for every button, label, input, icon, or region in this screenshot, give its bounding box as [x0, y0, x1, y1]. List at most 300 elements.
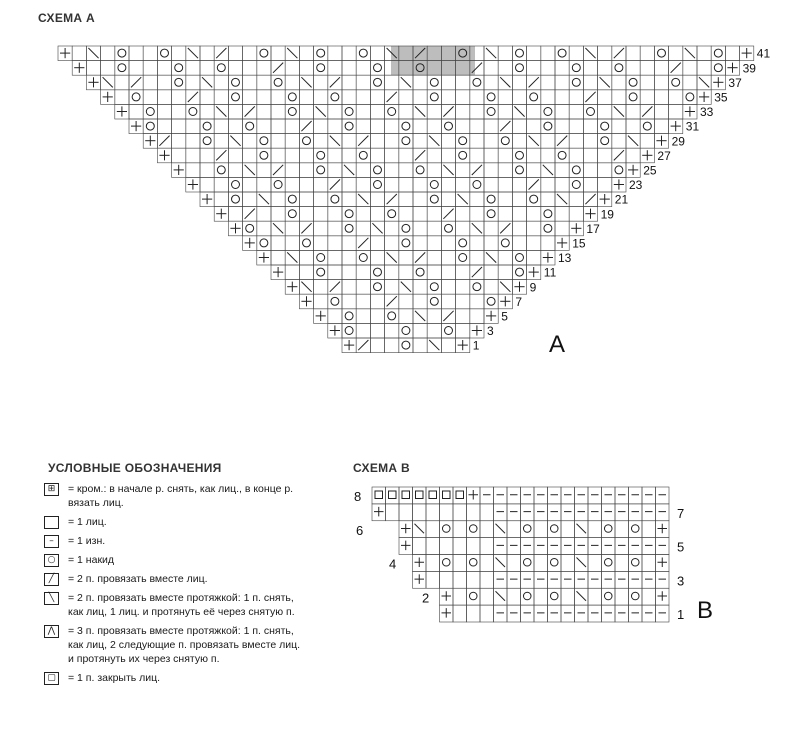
chart-cell: [314, 280, 328, 295]
yarn-over-icon: [345, 210, 353, 218]
k2tog-icon: [443, 209, 453, 219]
chart-cell: [498, 236, 512, 251]
yarn-over-icon: [615, 166, 623, 174]
chart-cell-b: [521, 571, 535, 588]
yarn-over-icon: [658, 49, 666, 57]
chart-cell: [399, 323, 413, 338]
chart-cell: [214, 134, 228, 149]
bind-off-icon: [416, 491, 424, 499]
chart-cell: [470, 148, 484, 163]
chart-cell: [342, 104, 356, 119]
yarn-over-icon: [317, 268, 325, 276]
sk2p-icon: ⋀: [44, 625, 59, 638]
chart-cell-b: [602, 605, 616, 622]
chart-cell: [583, 104, 597, 119]
row-number-a: 19: [600, 207, 614, 222]
chart-cell: [214, 192, 228, 207]
chart-cell: [271, 75, 285, 90]
chart-cell: [243, 221, 257, 236]
bind-off-icon: [456, 491, 464, 499]
yarn-over-icon: [501, 137, 509, 145]
chart-cell: [456, 104, 470, 119]
k2tog-icon: [557, 136, 567, 146]
chart-cell: [228, 90, 242, 105]
chart-cell-b: [480, 504, 494, 521]
chart-cell-b: [480, 487, 494, 504]
chart-cell: [399, 90, 413, 105]
yarn-over-icon: [459, 137, 467, 145]
yarn-over-icon: [374, 64, 382, 72]
chart-cell: [527, 163, 541, 178]
chart-cell: [498, 61, 512, 76]
chart-cell: [228, 61, 242, 76]
yarn-over-icon: [402, 224, 410, 232]
chart-cell-b: [426, 571, 440, 588]
yarn-over-icon: [161, 49, 169, 57]
chart-cell: [640, 75, 654, 90]
chart-cell-b: [426, 487, 440, 504]
yarn-over-icon: [601, 137, 609, 145]
chart-cell: [427, 221, 441, 236]
yarn-over-icon: [246, 224, 254, 232]
ssk-icon: [415, 524, 425, 534]
chart-cell: [172, 61, 186, 76]
chart-cell: [612, 61, 626, 76]
chart-cell-b: [467, 504, 481, 521]
scheme-a-label: A: [549, 331, 566, 358]
chart-cell-b: [548, 504, 562, 521]
chart-cell: [257, 119, 271, 134]
chart-cell-b: [534, 521, 548, 538]
chart-cell-b: [494, 504, 508, 521]
row-number-a: 23: [629, 178, 643, 193]
yarn-over-icon: [232, 93, 240, 101]
chart-cell: [143, 104, 157, 119]
legend-text: = 1 лиц.: [68, 516, 107, 528]
ssk-icon: [514, 106, 524, 116]
chart-cell: [441, 119, 455, 134]
chart-cell: [328, 148, 342, 163]
chart-cell: [299, 177, 313, 192]
chart-cell: [470, 192, 484, 207]
legend: [44, 482, 304, 690]
chart-cell: [399, 221, 413, 236]
yarn-over-icon: [317, 151, 325, 159]
chart-cell: [555, 61, 569, 76]
yarn-over-icon: [359, 151, 367, 159]
yarn-over-icon: [430, 93, 438, 101]
chart-cell: [541, 148, 555, 163]
yarn-over-icon: [459, 254, 467, 262]
chart-cell: [541, 221, 555, 236]
chart-cell: [172, 148, 186, 163]
k2tog-icon: [216, 150, 226, 160]
chart-cell: [385, 104, 399, 119]
chart-cell-b: [588, 521, 602, 538]
chart-cell-b: [602, 538, 616, 555]
yarn-over-icon: [402, 137, 410, 145]
k2tog-icon: [245, 209, 255, 219]
yarn-over-icon: [132, 93, 140, 101]
chart-cell: [541, 236, 555, 251]
chart-cell: [314, 192, 328, 207]
chart-cell: [484, 192, 498, 207]
chart-cell: [314, 221, 328, 236]
chart-cell: [441, 338, 455, 353]
chart-cell: [200, 90, 214, 105]
yarn-over-icon: [430, 297, 438, 305]
yarn-over-icon: [416, 166, 424, 174]
chart-cell: [299, 90, 313, 105]
chart-cell: [598, 177, 612, 192]
chart-cell: [498, 265, 512, 280]
chart-cell: [342, 119, 356, 134]
chart-cell: [271, 236, 285, 251]
scheme-b-label: B: [697, 597, 714, 624]
k2tog-icon: [671, 63, 681, 73]
chart-cell-b: [642, 538, 656, 555]
chart-cell: [385, 280, 399, 295]
chart-cell: [612, 134, 626, 149]
yarn-over-icon: [303, 137, 311, 145]
chart-cell: [172, 46, 186, 61]
chart-cell: [456, 250, 470, 265]
chart-cell: [299, 207, 313, 222]
ssk-icon: [577, 524, 587, 534]
chart-cell: [512, 148, 526, 163]
chart-cell: [370, 163, 384, 178]
yarn-over-icon: [246, 122, 254, 130]
yarn-over-icon: [445, 224, 453, 232]
chart-cell-b: [386, 504, 400, 521]
chart-cell: [555, 90, 569, 105]
chart-cell: [441, 90, 455, 105]
row-number-a: 3: [487, 324, 494, 339]
chart-cell-b: [399, 487, 413, 504]
chart-cell: [129, 90, 143, 105]
chart-cell: [228, 46, 242, 61]
chart-cell-b: [642, 504, 656, 521]
chart-cell: [257, 163, 271, 178]
chart-cell: [243, 46, 257, 61]
yarn-over-icon: [487, 297, 495, 305]
yarn-over-icon: [631, 558, 639, 566]
chart-cell: [243, 61, 257, 76]
chart-cell-b: [521, 588, 535, 605]
chart-cell-b: [548, 571, 562, 588]
chart-cell: [484, 236, 498, 251]
k2tog-icon: [585, 92, 595, 102]
yarn-over-icon: [359, 49, 367, 57]
chart-cell: [427, 265, 441, 280]
yarn-over-icon: ○: [44, 554, 59, 567]
chart-cell: [399, 104, 413, 119]
chart-cell: [569, 134, 583, 149]
yarn-over-icon: [516, 254, 524, 262]
yarn-over-icon: [288, 93, 296, 101]
ssk-icon: [415, 106, 425, 116]
chart-cell: [356, 323, 370, 338]
ssk-icon: [685, 48, 695, 58]
chart-cell-b: [656, 538, 670, 555]
ssk-icon: [415, 311, 425, 321]
chart-cell: [285, 236, 299, 251]
chart-cell: [512, 177, 526, 192]
yarn-over-icon: [631, 592, 639, 600]
chart-cell: [285, 104, 299, 119]
chart-cell: [555, 177, 569, 192]
chart-cell: [498, 134, 512, 149]
yarn-over-icon: [175, 78, 183, 86]
yarn-over-icon: [714, 64, 722, 72]
chart-cell: [385, 177, 399, 192]
ssk-icon: [543, 165, 553, 175]
yarn-over-icon: [288, 108, 296, 116]
chart-cell: [115, 46, 129, 61]
chart-cell: [640, 134, 654, 149]
chart-cell: [441, 294, 455, 309]
chart-cell: [186, 148, 200, 163]
yarn-over-icon: [260, 239, 268, 247]
chart-cell: [512, 207, 526, 222]
chart-cell-b: [602, 504, 616, 521]
chart-cell: [271, 192, 285, 207]
chart-cell: [711, 46, 725, 61]
yarn-over-icon: [643, 122, 651, 130]
chart-cell-b: [386, 487, 400, 504]
chart-cell: [626, 61, 640, 76]
chart-cell: [569, 75, 583, 90]
chart-cell: [399, 177, 413, 192]
k2tog-icon: [273, 63, 283, 73]
chart-cell: [399, 148, 413, 163]
chart-cell: [356, 280, 370, 295]
chart-cell: [569, 177, 583, 192]
chart-cell: [583, 177, 597, 192]
chart-cell: [484, 207, 498, 222]
chart-cell: [228, 75, 242, 90]
chart-cell: [413, 323, 427, 338]
chart-cell-b: [494, 538, 508, 555]
chart-cell-b: [426, 504, 440, 521]
ssk-icon: [358, 194, 368, 204]
chart-cell-b: [642, 571, 656, 588]
chart-cell: [200, 119, 214, 134]
yarn-over-icon: [629, 78, 637, 86]
chart-cell: [654, 119, 668, 134]
ssk-icon: [429, 340, 439, 350]
chart-cell: [470, 294, 484, 309]
chart-cell-b: [453, 521, 467, 538]
chart-cell: [299, 61, 313, 76]
chart-cell: [385, 163, 399, 178]
chart-cell: [399, 119, 413, 134]
chart-cell-b: [399, 504, 413, 521]
chart-cell: [399, 338, 413, 353]
chart-cell: [598, 134, 612, 149]
bind-off-icon: ▢: [44, 672, 59, 685]
k2tog-icon: [443, 106, 453, 116]
ssk-icon: [443, 165, 453, 175]
yarn-over-icon: [217, 166, 225, 174]
chart-cell-b: [629, 588, 643, 605]
chart-cell: [441, 134, 455, 149]
chart-cell-b: [561, 571, 575, 588]
chart-cell-b: [656, 571, 670, 588]
chart-cell: [456, 177, 470, 192]
yarn-over-icon: [516, 49, 524, 57]
chart-cell: [370, 134, 384, 149]
chart-cell: [285, 148, 299, 163]
chart-cell-b: [467, 605, 481, 622]
chart-cell-b: [615, 588, 629, 605]
chart-cell: [342, 265, 356, 280]
chart-cell: [228, 119, 242, 134]
yarn-over-icon: [487, 93, 495, 101]
ssk-icon: [496, 558, 506, 568]
chart-cell: [157, 75, 171, 90]
chart-cell: [243, 90, 257, 105]
chart-cell: [385, 338, 399, 353]
chart-cell: [541, 207, 555, 222]
yarn-over-icon: [530, 93, 538, 101]
chart-cell: [484, 61, 498, 76]
chart-cell-b: [534, 571, 548, 588]
yarn-over-icon: [402, 341, 410, 349]
chart-cell-b: [588, 487, 602, 504]
chart-cell: [385, 148, 399, 163]
chart-cell: [427, 177, 441, 192]
k2tog-icon: [358, 136, 368, 146]
chart-cell: [470, 250, 484, 265]
chart-cell: [200, 177, 214, 192]
chart-cell-b: [480, 605, 494, 622]
chart-cell: [456, 323, 470, 338]
yarn-over-icon: [604, 592, 612, 600]
chart-cell: [413, 177, 427, 192]
chart-cell: [370, 119, 384, 134]
chart-cell: [512, 61, 526, 76]
row-number-a: 39: [742, 61, 756, 76]
chart-cell: [314, 163, 328, 178]
chart-cell: [328, 207, 342, 222]
chart-cell: [157, 90, 171, 105]
chart-cell: [583, 75, 597, 90]
chart-cell: [484, 177, 498, 192]
chart-cell: [370, 46, 384, 61]
chart-cell: [243, 177, 257, 192]
yarn-over-icon: [317, 166, 325, 174]
row-number-b-left: 4: [389, 556, 397, 572]
row-number-a: 9: [529, 280, 537, 295]
chart-cell: [527, 46, 541, 61]
chart-cell: [370, 75, 384, 90]
chart-cell: [370, 236, 384, 251]
yarn-over-icon: [473, 181, 481, 189]
chart-cell-b: [507, 588, 521, 605]
row-number-a: 35: [714, 90, 728, 105]
legend-item-yarnover: [44, 553, 304, 567]
chart-cell: [299, 163, 313, 178]
chart-cell-b: [494, 571, 508, 588]
bind-off-icon: [389, 491, 397, 499]
chart-cell-b: [588, 504, 602, 521]
yarn-over-icon: [146, 122, 154, 130]
chart-cell: [328, 294, 342, 309]
chart-cell: [512, 119, 526, 134]
chart-cell: [598, 163, 612, 178]
chart-cell: [257, 75, 271, 90]
chart-cell: [583, 61, 597, 76]
chart-cell: [342, 309, 356, 324]
chart-cell: [285, 265, 299, 280]
chart-cell: [413, 207, 427, 222]
k2tog-icon: [330, 282, 340, 292]
row-number-a: 31: [685, 119, 700, 134]
yarn-over-icon: [345, 327, 353, 335]
chart-cell: [669, 46, 683, 61]
yarn-over-icon: [572, 166, 580, 174]
chart-cell-b: [413, 538, 427, 555]
chart-cell-b: [440, 487, 454, 504]
chart-cell: [342, 134, 356, 149]
chart-cell-b: [588, 555, 602, 572]
chart-cell-b: [615, 605, 629, 622]
chart-cell: [143, 75, 157, 90]
chart-cell: [115, 90, 129, 105]
chart-cell-b: [602, 555, 616, 572]
chart-cell-b: [548, 605, 562, 622]
chart-cell: [342, 61, 356, 76]
yarn-over-icon: [530, 195, 538, 203]
k2tog-icon: [585, 194, 595, 204]
yarn-over-icon: [523, 558, 531, 566]
chart-cell: [498, 104, 512, 119]
legend-item-sk2p: [44, 624, 304, 666]
chart-cell: [413, 265, 427, 280]
chart-cell: [328, 119, 342, 134]
legend-text: = кром.: в начале р. снять, как лиц., в конце р. вязать лиц.: [68, 483, 294, 509]
ssk-icon: [273, 223, 283, 233]
chart-cell: [697, 46, 711, 61]
chart-cell: [598, 119, 612, 134]
chart-cell: [370, 338, 384, 353]
yarn-over-icon: [430, 283, 438, 291]
chart-cell: [356, 294, 370, 309]
chart-cell: [399, 265, 413, 280]
chart-cell: [271, 250, 285, 265]
chart-cell: [456, 148, 470, 163]
chart-cell-b: [615, 487, 629, 504]
chart-cell-b: [575, 538, 589, 555]
chart-cell: [285, 75, 299, 90]
chart-cell: [228, 163, 242, 178]
chart-cell: [328, 265, 342, 280]
chart-cell: [299, 46, 313, 61]
chart-cell-b: [642, 588, 656, 605]
k2tog-icon: [301, 121, 311, 131]
chart-cell: [172, 134, 186, 149]
chart-cell: [72, 46, 86, 61]
chart-cell-b: [588, 605, 602, 622]
k2tog-icon: [443, 311, 453, 321]
chart-cell: [214, 177, 228, 192]
chart-cell: [527, 250, 541, 265]
row-number-b-right: 1: [677, 607, 685, 623]
chart-cell: [385, 119, 399, 134]
ssk-icon: [500, 77, 510, 87]
chart-cell: [370, 309, 384, 324]
